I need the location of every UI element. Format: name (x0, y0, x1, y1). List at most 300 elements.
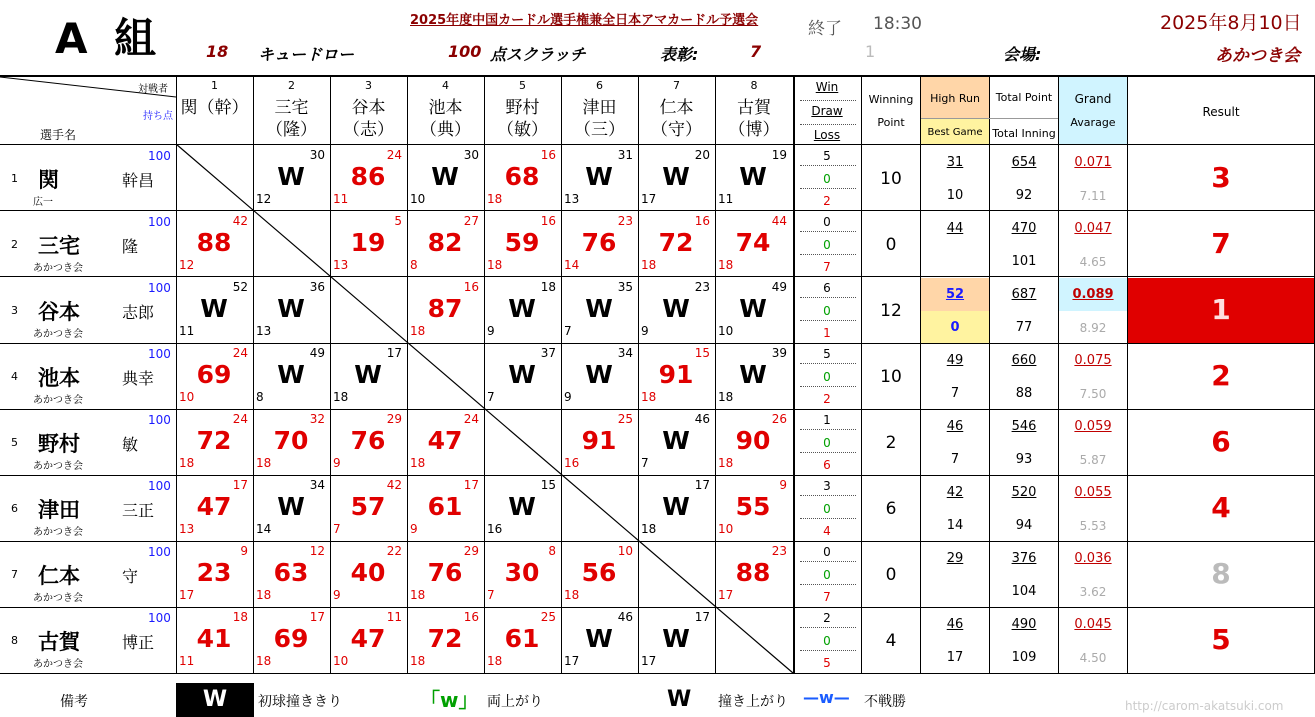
match-opponent-score: 46 (694, 412, 710, 426)
match-opponent-score: 19 (771, 148, 787, 162)
match-opponent-score: 30 (463, 148, 479, 162)
best-game: 7 (950, 452, 960, 467)
column-player-name: 三宅 (274, 98, 309, 118)
match-score: 56 (581, 558, 617, 587)
match-score: 55 (735, 492, 771, 521)
match-innings: 14 (256, 522, 272, 536)
match-score: 70 (273, 426, 309, 455)
final-rank: 8 (1211, 557, 1231, 590)
player-given-name: 幹昌 (122, 171, 155, 190)
legend-first-break-box: W (176, 683, 254, 717)
match-opponent-score: 17 (694, 610, 710, 624)
match-innings: 18 (487, 258, 503, 272)
status-time: 18:30 (873, 14, 922, 34)
match-innings: 12 (256, 192, 272, 206)
total-inning: 93 (1015, 452, 1033, 467)
match-score: 30 (504, 558, 540, 587)
loss-count: 7 (823, 590, 831, 604)
player-handicap: 100 (148, 479, 171, 493)
match-innings: 18 (410, 324, 426, 338)
column-player-initial: （博） (728, 120, 780, 140)
match-opponent-score: 24 (232, 412, 248, 426)
match-opponent-score: 49 (309, 346, 325, 360)
match-score: 76 (350, 426, 386, 455)
match-win-mark: W (277, 294, 305, 323)
venue: あかつき会 (1215, 46, 1300, 66)
match-innings: 18 (410, 456, 426, 470)
match-innings: 7 (641, 456, 649, 470)
player-given-name: 典幸 (122, 369, 155, 388)
draw-count: 0 (823, 172, 831, 186)
column-player-name: 関（幹） (180, 98, 249, 118)
win-header: Win (815, 80, 839, 94)
legend-run-out-symbol: W (667, 687, 692, 712)
match-score: 72 (196, 426, 232, 455)
match-score: 90 (735, 426, 771, 455)
match-innings: 17 (641, 192, 657, 206)
match-win-mark: W (585, 624, 613, 653)
status-text: 終了 (808, 19, 842, 39)
match-win-mark: W (739, 162, 767, 191)
player-handicap: 100 (148, 413, 171, 427)
draw-count: 0 (823, 634, 831, 648)
match-opponent-score: 34 (617, 346, 633, 360)
player-club: あかつき会 (33, 593, 83, 604)
column-player-name: 谷本 (351, 98, 386, 118)
best-game: 0 (950, 320, 960, 335)
winning-point: 10 (880, 367, 902, 387)
average-per-inning: 5.53 (1079, 519, 1107, 533)
watermark: http://carom-akatsuki.com (1125, 699, 1284, 713)
column-number: 7 (673, 79, 680, 92)
match-innings: 7 (333, 522, 341, 536)
match-innings: 17 (641, 654, 657, 668)
match-innings: 18 (333, 390, 349, 404)
match-innings: 18 (256, 654, 272, 668)
match-score: 23 (196, 558, 232, 587)
column-player-name: 津田 (582, 98, 617, 118)
match-innings: 17 (718, 588, 734, 602)
match-innings: 18 (718, 390, 734, 404)
average-header: Avarage (1070, 116, 1116, 129)
draw-count: 0 (823, 502, 831, 516)
match-win-mark: W (585, 162, 613, 191)
match-opponent-score: 24 (232, 346, 248, 360)
legend-double-finish-symbol: 「w」 (420, 688, 479, 712)
player-club: あかつき会 (33, 263, 83, 274)
column-player-name: 野村 (505, 98, 540, 118)
match-innings: 7 (564, 324, 572, 338)
match-win-mark: W (277, 492, 305, 521)
win-count: 2 (823, 611, 831, 625)
match-opponent-score: 17 (463, 478, 479, 492)
player-handicap: 100 (148, 281, 171, 295)
match-innings: 13 (333, 258, 349, 272)
match-win-mark: W (739, 360, 767, 389)
draw-count: 0 (823, 568, 831, 582)
match-opponent-score: 9 (240, 544, 248, 558)
loss-count: 4 (823, 524, 831, 538)
winning-point: 10 (880, 169, 902, 189)
match-score: 76 (427, 558, 463, 587)
winning-point: 12 (880, 301, 902, 321)
total-inning: 101 (1011, 254, 1037, 269)
match-opponent-score: 26 (771, 412, 787, 426)
match-win-mark: W (662, 624, 690, 653)
loss-count: 7 (823, 260, 831, 274)
match-opponent-score: 35 (617, 280, 633, 294)
player-club: あかつき会 (33, 329, 83, 340)
high-run: 46 (946, 617, 964, 632)
best-game: 7 (950, 386, 960, 401)
grand-average: 0.071 (1074, 155, 1112, 170)
winning-point: 0 (885, 565, 897, 585)
average-per-inning: 3.62 (1079, 585, 1107, 599)
column-player-initial: （隆） (266, 120, 317, 140)
match-innings: 18 (179, 456, 195, 470)
match-innings: 9 (333, 588, 341, 602)
total-inning: 92 (1015, 188, 1033, 203)
match-innings: 10 (179, 390, 195, 404)
column-player-name: 池本 (428, 98, 463, 118)
best-game-header: Best Game (927, 127, 983, 138)
match-innings: 10 (410, 192, 426, 206)
match-score: 72 (658, 228, 694, 257)
player-given-name: 隆 (122, 237, 139, 256)
match-innings: 18 (487, 192, 503, 206)
column-number: 4 (442, 79, 449, 92)
player-index: 3 (11, 304, 18, 317)
player-family-name: 仁本 (38, 564, 80, 588)
match-innings: 13 (256, 324, 272, 338)
average-per-inning: 4.65 (1079, 255, 1107, 269)
match-opponent-score: 37 (540, 346, 556, 360)
match-win-mark: W (277, 360, 305, 389)
player-index: 6 (11, 502, 18, 515)
match-innings: 18 (641, 522, 657, 536)
match-score: 40 (350, 558, 386, 587)
high-run: 42 (946, 485, 964, 500)
grand-average: 0.036 (1074, 551, 1112, 566)
grand-average: 0.059 (1074, 419, 1112, 434)
match-opponent-score: 12 (309, 544, 325, 558)
legend-walkover-symbol: —w— (803, 688, 850, 707)
column-number: 8 (750, 79, 758, 92)
total-inning: 109 (1011, 650, 1037, 665)
match-innings: 10 (718, 324, 734, 338)
total-inning: 77 (1015, 320, 1033, 335)
match-opponent-score: 17 (694, 478, 710, 492)
match-innings: 11 (179, 654, 195, 668)
match-innings: 16 (487, 522, 503, 536)
column-number: 5 (519, 79, 526, 92)
draw-count: 0 (823, 238, 831, 252)
match-opponent-score: 15 (540, 478, 556, 492)
match-opponent-score: 17 (386, 346, 402, 360)
match-win-mark: W (739, 294, 767, 323)
match-opponent-score: 29 (463, 544, 479, 558)
player-index: 5 (11, 436, 18, 449)
loss-count: 5 (823, 656, 831, 670)
win-count: 0 (823, 215, 831, 229)
match-opponent-score: 27 (463, 214, 479, 228)
match-opponent-score: 25 (617, 412, 633, 426)
match-opponent-score: 16 (540, 214, 556, 228)
match-score: 88 (735, 558, 771, 587)
match-score: 61 (427, 492, 463, 521)
grand-header: Grand (1074, 92, 1112, 106)
event-date: 2025年8月10日 (1160, 12, 1302, 34)
footer-label: 備考 (60, 694, 88, 710)
match-score: 47 (427, 426, 463, 455)
total-point: 490 (1011, 617, 1037, 632)
match-innings: 18 (564, 588, 580, 602)
winning-point: 6 (885, 499, 897, 519)
match-innings: 18 (256, 456, 272, 470)
match-opponent-score: 16 (463, 280, 479, 294)
total-point: 470 (1011, 221, 1037, 236)
final-rank: 7 (1211, 227, 1231, 260)
player-club: あかつき会 (33, 461, 83, 472)
match-opponent-score: 16 (694, 214, 710, 228)
high-run-header: High Run (930, 92, 980, 105)
match-innings: 12 (179, 258, 195, 272)
match-score: 47 (350, 624, 386, 653)
column-player-initial: （守） (651, 120, 702, 140)
grand-average: 0.045 (1074, 617, 1112, 632)
match-win-mark: W (662, 492, 690, 521)
win-count: 1 (823, 413, 831, 427)
total-inning: 94 (1015, 518, 1033, 533)
player-given-name: 博正 (122, 633, 155, 652)
high-run: 29 (946, 551, 964, 566)
match-win-mark: W (508, 294, 536, 323)
match-opponent-score: 42 (386, 478, 402, 492)
average-per-inning: 7.50 (1079, 387, 1107, 401)
match-innings: 17 (179, 588, 195, 602)
match-innings: 9 (410, 522, 418, 536)
match-win-mark: W (508, 492, 536, 521)
final-rank: 1 (1211, 293, 1231, 326)
match-opponent-score: 9 (779, 478, 787, 492)
match-score: 61 (504, 624, 540, 653)
match-opponent-score: 16 (540, 148, 556, 162)
column-number: 6 (596, 79, 603, 92)
match-opponent-score: 24 (463, 412, 479, 426)
legend-double-finish-text: 両上がり (487, 694, 543, 710)
match-score: 19 (350, 228, 386, 257)
match-innings: 9 (333, 456, 341, 470)
match-win-mark: W (354, 360, 382, 389)
column-number: 1 (211, 79, 218, 92)
grand-average: 0.047 (1074, 221, 1112, 236)
win-count: 6 (823, 281, 831, 295)
player-given-name: 志郎 (122, 303, 155, 322)
match-win-mark: W (431, 162, 459, 191)
final-rank: 3 (1211, 161, 1231, 194)
win-count: 5 (823, 149, 831, 163)
match-score: 69 (196, 360, 232, 389)
draw-count: 0 (823, 436, 831, 450)
best-game: 14 (946, 518, 964, 533)
match-innings: 8 (256, 390, 264, 404)
match-opponent-score: 17 (309, 610, 325, 624)
match-opponent-score: 31 (617, 148, 633, 162)
match-win-mark: W (585, 294, 613, 323)
total-point: 660 (1011, 353, 1037, 368)
award-value: 7 (750, 42, 762, 61)
loss-header: Loss (813, 128, 841, 142)
player-family-name: 谷本 (38, 300, 80, 324)
final-rank: 5 (1211, 623, 1231, 656)
match-opponent-score: 16 (463, 610, 479, 624)
player-label: 選手名 (40, 128, 77, 142)
match-score: 86 (350, 162, 386, 191)
legend-walkover-text: 不戦勝 (864, 694, 906, 710)
match-opponent-score: 23 (617, 214, 633, 228)
match-score: 72 (427, 624, 463, 653)
match-innings: 16 (564, 456, 580, 470)
match-opponent-score: 23 (771, 544, 787, 558)
player-given-name: 敏 (122, 435, 139, 454)
loss-count: 2 (823, 194, 831, 208)
match-opponent-score: 30 (309, 148, 325, 162)
match-innings: 17 (564, 654, 580, 668)
match-innings: 8 (410, 258, 418, 272)
match-innings: 10 (333, 654, 349, 668)
player-handicap: 100 (148, 149, 171, 163)
grand-average: 0.055 (1074, 485, 1112, 500)
match-score: 69 (273, 624, 309, 653)
total-inning: 88 (1015, 386, 1033, 401)
player-given-name: 三正 (122, 501, 155, 520)
match-innings: 18 (641, 258, 657, 272)
match-score: 82 (427, 228, 463, 257)
player-family-name: 関 (38, 168, 59, 192)
match-win-mark: W (277, 162, 305, 191)
final-rank: 4 (1211, 491, 1231, 524)
match-innings: 18 (718, 456, 734, 470)
tournament-title: 2025年度中国カードル選手権兼全日本アマカードル予選会 (410, 13, 759, 28)
match-opponent-score: 24 (386, 148, 402, 162)
player-handicap: 100 (148, 611, 171, 625)
high-run: 49 (946, 353, 964, 368)
draw-count: 0 (823, 304, 831, 318)
column-number: 2 (288, 79, 295, 92)
match-innings: 18 (410, 588, 426, 602)
match-win-mark: W (200, 294, 228, 323)
match-opponent-score: 8 (548, 544, 556, 558)
player-family-name: 津田 (38, 498, 80, 522)
match-win-mark: W (662, 162, 690, 191)
match-score: 74 (735, 228, 771, 257)
player-family-name: 野村 (38, 432, 80, 456)
draw-count: 0 (823, 370, 831, 384)
win-count: 0 (823, 545, 831, 559)
average-per-inning: 5.87 (1079, 453, 1107, 467)
match-opponent-score: 11 (386, 610, 402, 624)
match-innings: 9 (564, 390, 572, 404)
match-score: 59 (504, 228, 540, 257)
player-club: あかつき会 (33, 659, 83, 670)
match-opponent-score: 32 (309, 412, 325, 426)
total-point: 520 (1011, 485, 1037, 500)
match-score: 68 (504, 162, 540, 191)
total-point: 376 (1011, 551, 1037, 566)
match-innings: 18 (256, 588, 272, 602)
column-player-name: 古賀 (737, 98, 771, 118)
match-opponent-score: 42 (232, 214, 248, 228)
player-club: あかつき会 (33, 527, 83, 538)
match-score: 87 (427, 294, 463, 323)
total-point: 687 (1011, 287, 1037, 302)
column-player-initial: （典） (420, 120, 471, 140)
match-opponent-score: 46 (617, 610, 633, 624)
match-innings: 18 (487, 654, 503, 668)
opponent-label: 対戦者 (138, 84, 168, 95)
loss-count: 6 (823, 458, 831, 472)
match-win-mark: W (662, 426, 690, 455)
group-title: A 組 (55, 14, 163, 63)
match-opponent-score: 39 (771, 346, 787, 360)
match-score: 76 (581, 228, 617, 257)
match-innings: 7 (487, 588, 495, 602)
match-score: 91 (658, 360, 694, 389)
match-innings: 9 (641, 324, 649, 338)
best-game: 17 (946, 650, 964, 665)
venue-label: 会場: (1003, 45, 1042, 64)
match-opponent-score: 15 (694, 346, 710, 360)
match-innings: 13 (564, 192, 580, 206)
player-given-name: 守 (122, 567, 139, 586)
average-per-inning: 4.50 (1079, 651, 1107, 665)
game-type: キュードロー (258, 45, 355, 64)
match-innings: 10 (718, 522, 734, 536)
player-index: 4 (11, 370, 18, 383)
player-index: 1 (11, 172, 18, 185)
player-club: あかつき会 (33, 395, 83, 406)
match-opponent-score: 10 (617, 544, 633, 558)
match-score: 91 (581, 426, 617, 455)
match-opponent-score: 36 (309, 280, 325, 294)
player-family-name: 古賀 (38, 630, 80, 654)
match-innings: 18 (718, 258, 734, 272)
winning-header: Winning (868, 93, 914, 106)
match-win-mark: W (508, 360, 536, 389)
high-run: 52 (945, 287, 965, 302)
column-player-initial: （三） (574, 120, 625, 140)
match-opponent-score: 52 (232, 280, 248, 294)
match-innings: 18 (641, 390, 657, 404)
total-inning-header: Total Inning (992, 127, 1056, 140)
player-index: 8 (11, 634, 18, 647)
result-header: Result (1202, 105, 1240, 119)
match-innings: 11 (333, 192, 349, 206)
match-opponent-score: 25 (540, 610, 556, 624)
match-opponent-score: 5 (394, 214, 402, 228)
legend-run-out-text: 撞き上がり (718, 694, 788, 710)
player-family-name: 池本 (38, 366, 80, 390)
match-score: 88 (196, 228, 232, 257)
match-score: 63 (273, 558, 309, 587)
player-handicap: 100 (148, 545, 171, 559)
grand-average: 0.075 (1074, 353, 1112, 368)
match-opponent-score: 44 (771, 214, 787, 228)
loss-count: 1 (823, 326, 831, 340)
winning-point: 2 (885, 433, 897, 453)
match-opponent-score: 49 (771, 280, 787, 294)
handicap-label: 持ち点 (143, 111, 173, 122)
